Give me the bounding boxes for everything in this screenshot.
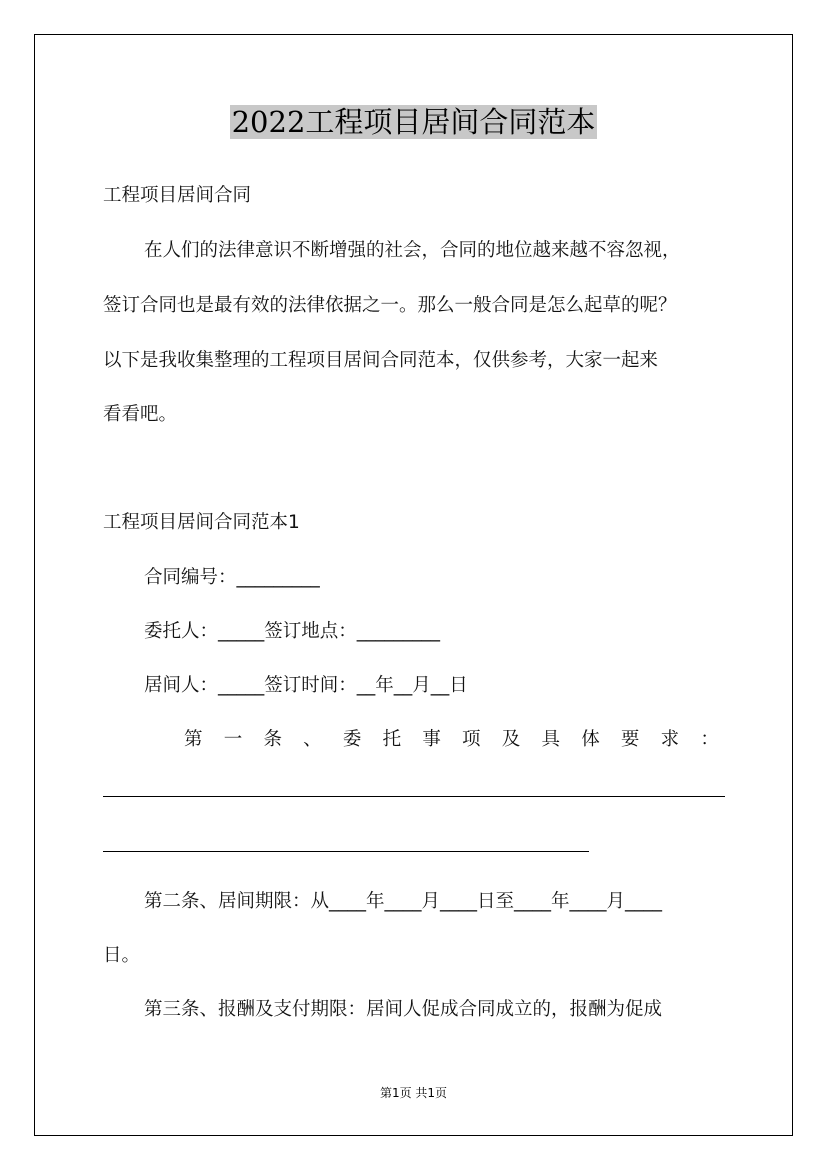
- article-1-char: 项: [462, 729, 481, 750]
- article-1-char: 体: [581, 729, 600, 750]
- article-2-line-2: 日。: [103, 945, 141, 966]
- article-3-line-1: 第三条、报酬及支付期限：居间人促成合同成立的，报酬为促成: [144, 999, 663, 1020]
- article-1-char: 事: [422, 729, 441, 750]
- article-1-char: 托: [382, 729, 402, 750]
- article-1-char: 一: [223, 729, 243, 750]
- article-1-char: 及: [501, 729, 521, 750]
- document-title: [0, 100, 827, 141]
- article-1-char: 具: [541, 729, 560, 750]
- intro-line-3: 以下是我收集整理的工程项目居间合同范本，仅供参考，大家一起来: [103, 350, 659, 371]
- article-2-line-1: 第二条、居间期限：从____年____月____日至____年____月____: [144, 891, 663, 912]
- article-1-char: 条: [263, 729, 282, 750]
- contract-number-field: 合同编号：_________: [144, 567, 320, 588]
- intro-line-1: 在人们的法律意识不断增强的社会，合同的地位越来越不容忽视，: [144, 240, 681, 261]
- article-1-char: 求: [660, 729, 680, 750]
- article-1-char: 委: [342, 729, 362, 750]
- page-number: 第1页 共1页: [379, 1086, 448, 1100]
- article-1-char: ：: [700, 729, 719, 750]
- intermediary-field: 居间人：_____签订时间：__年__月__日: [144, 675, 468, 696]
- client-field: 委托人：_____签订地点：_________: [144, 621, 441, 642]
- blank-line-1: [103, 796, 725, 797]
- article-1-char: 要: [620, 729, 640, 750]
- article-1-char: 第: [184, 729, 203, 750]
- intro-line-2: 签订合同也是最有效的法律依据之一。那么一般合同是怎么起草的呢？: [103, 295, 677, 316]
- section-heading: 工程项目居间合同范本1: [103, 512, 300, 533]
- article-1-heading: [184, 725, 719, 751]
- intro-line-4: 看看吧。: [103, 404, 178, 425]
- article-1-char: 、: [303, 729, 322, 750]
- blank-line-2: [103, 851, 589, 852]
- document-subtitle: 工程项目居间合同: [103, 185, 252, 206]
- document-title-text: 2022工程项目居间合同范本: [231, 105, 596, 139]
